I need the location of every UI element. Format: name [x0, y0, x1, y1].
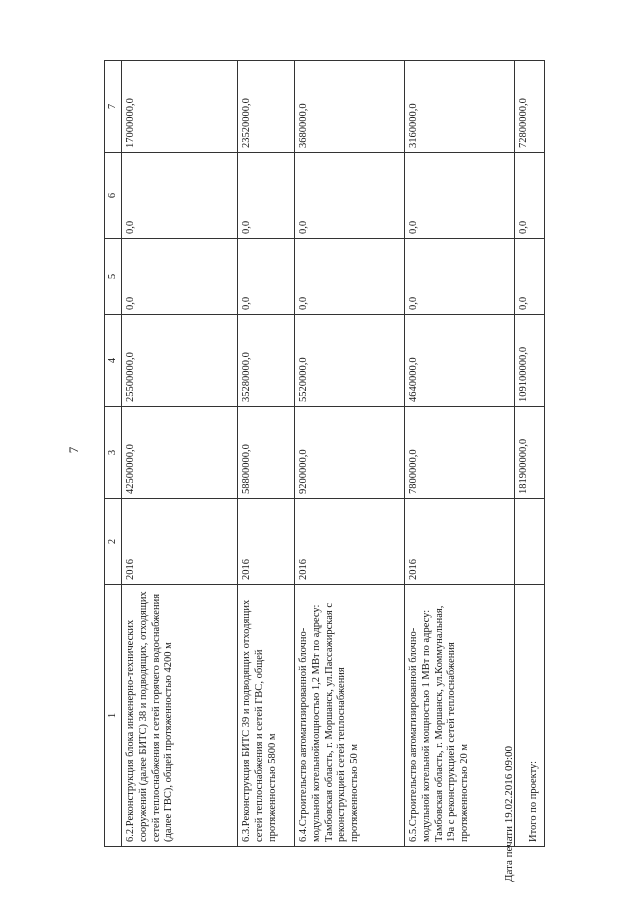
col6-cell: 0,0	[515, 153, 545, 239]
col3-cell: 42500000,0	[122, 407, 238, 499]
col7-cell: 3680000,0	[295, 61, 405, 153]
project-name: 6.5.Строительство автоматизированной блочно-модульной котельной мощностью 1 МВт по адресу: Тамбовская область, г. Моршанск, ул.Коммунальная, 19а с реконструкцией сетей теплоснабжения протяженностью 20 м	[405, 585, 515, 847]
total-row	[515, 61, 545, 847]
col3-cell: 9200000,0	[295, 407, 405, 499]
col5-cell: 0,0	[295, 239, 405, 315]
project-name: 6.4.Строительство автоматизированной блочно-модульной котельноймощностью 1,2 МВт по адресу: Тамбовская область, г. Моршанск, ул.Пассажирская с реконструкцией сетей теплоснабжения протяженностью 50 м	[295, 585, 405, 847]
col6-cell: 0,0	[238, 153, 295, 239]
page-number: 7	[66, 446, 81, 454]
col6-cell: 0,0	[405, 153, 515, 239]
table-row	[295, 61, 405, 847]
col5-cell: 0,0	[515, 239, 545, 315]
col7-cell: 72800000,0	[515, 61, 545, 153]
table-row	[238, 61, 295, 847]
total-label: Итого по проекту:	[515, 585, 545, 847]
col6-cell: 0,0	[295, 153, 405, 239]
project-name: 6.2.Реконструкция блока инженерно-технических сооружений (далее БИТС) 38 и подводящих, отходящих сетей теплоснабжения и сетей горячего водоснабжения (далее ГВС), общей протяженностью 4200 м	[122, 585, 238, 847]
year-cell: 2016	[122, 499, 238, 585]
col4-cell: 25500000,0	[122, 315, 238, 407]
col4-cell: 109100000,0	[515, 315, 545, 407]
header-row	[105, 61, 122, 847]
projects-table	[104, 60, 545, 847]
print-date: Дата печати 19.02.2016 09:00	[503, 745, 515, 882]
col3-cell: 7800000,0	[405, 407, 515, 499]
year-cell: 2016	[238, 499, 295, 585]
col7-cell: 3160000,0	[405, 61, 515, 153]
col4-cell: 4640000,0	[405, 315, 515, 407]
column-header-3: 3	[105, 407, 122, 499]
col3-cell: 58800000,0	[238, 407, 295, 499]
column-header-6: 6	[105, 153, 122, 239]
year-cell: 2016	[405, 499, 515, 585]
column-header-4: 4	[105, 315, 122, 407]
col3-cell: 181900000,0	[515, 407, 545, 499]
table-row	[122, 61, 238, 847]
col7-cell: 23520000,0	[238, 61, 295, 153]
project-name: 6.3.Реконструкция БИТС 39 и подводящих отходящих сетей теплоснабжения и сетей ГВС, общей протяженностью 5800 м	[238, 585, 295, 847]
col4-cell: 35280000,0	[238, 315, 295, 407]
col5-cell: 0,0	[405, 239, 515, 315]
column-header-1: 1	[105, 585, 122, 847]
col6-cell: 0,0	[122, 153, 238, 239]
column-header-5: 5	[105, 239, 122, 315]
col5-cell: 0,0	[122, 239, 238, 315]
table-row	[405, 61, 515, 847]
column-header-2: 2	[105, 499, 122, 585]
year-cell: 2016	[295, 499, 405, 585]
col7-cell: 17000000,0	[122, 61, 238, 153]
projects-table-rotated	[104, 61, 544, 847]
col4-cell: 5520000,0	[295, 315, 405, 407]
column-header-7: 7	[105, 61, 122, 153]
col5-cell: 0,0	[238, 239, 295, 315]
year-cell	[515, 499, 545, 585]
